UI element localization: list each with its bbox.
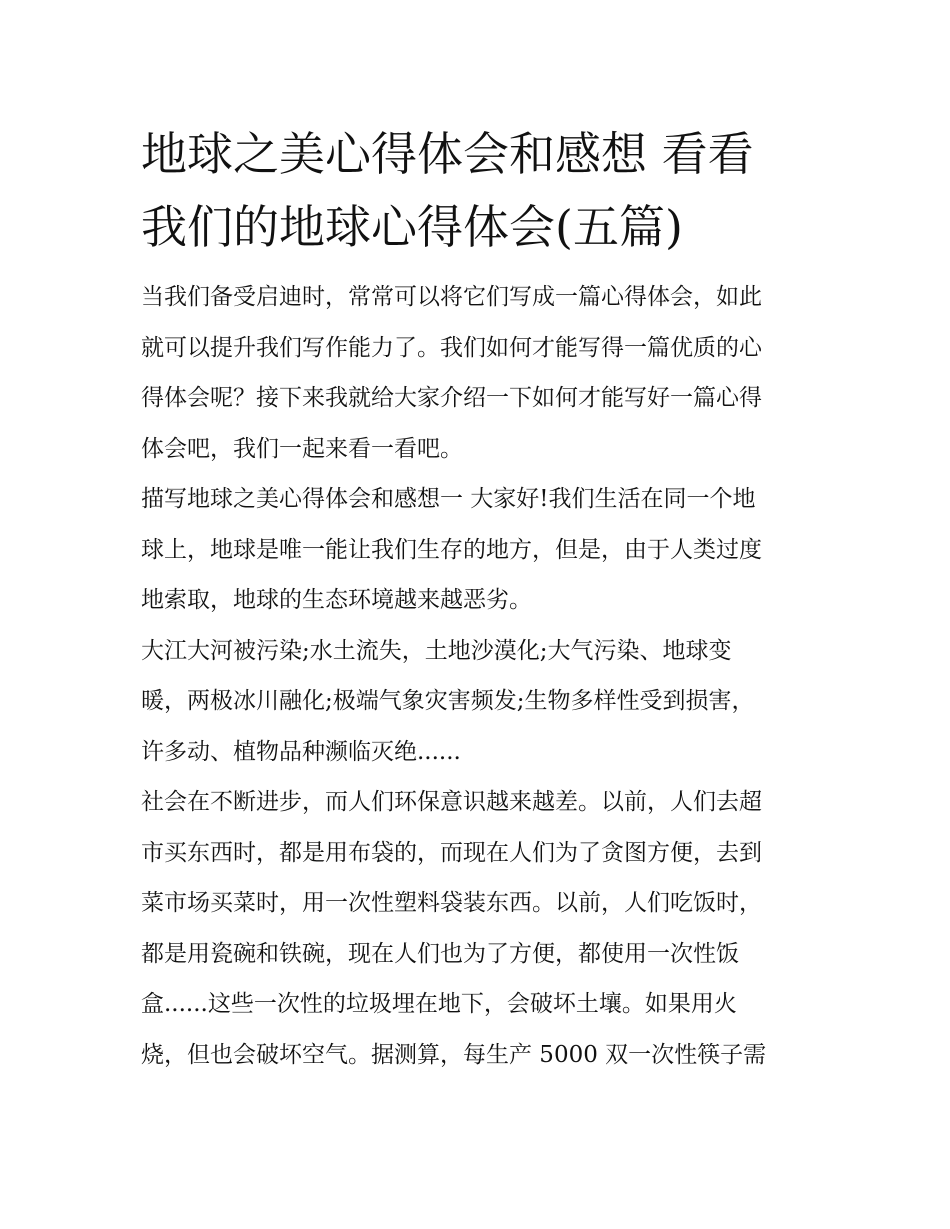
paragraph-pollution: 大江大河被污染;水土流失，土地沙漠化;大气污染、地球变 暖，两极冰川融化;极端气象灾害频发;生物多样性受到损害， 许多动、植物品种濒临灭绝...... bbox=[141, 637, 755, 765]
paragraph-intro: 当我们备受启迪时，常常可以将它们写成一篇心得体会，如此 就可以提升我们写作能力了。我们如何才能写得一篇优质的心 得体会呢？接下来我就给大家介绍一下如何才能写好一篇心得 体会吧，我们一起来看一看吧。 bbox=[141, 284, 762, 462]
paragraph-society: 社会在不断进步，而人们环保意识越来越差。以前，人们去超 市买东西时，都是用布袋的，而现在人们为了贪图方便，去到 菜市场买菜时，用一次性塑料袋装东西。以前，人们吃饭时， 都是用瓷碗和铁碗，现在人们也为了方便，都使用一次性饭 盒......这些一次性的垃圾埋在地下，会破坏土壤。如果用火 烧，但也会破坏空气。据测算，每生产 5000 双一次性筷子需 bbox=[141, 789, 767, 1068]
document-page bbox=[141, 118, 813, 1080]
paragraph-one: 描写地球之美心得体会和感想一 大家好!我们生活在同一个地 球上，地球是唯一能让我们生存的地方，但是，由于人类过度 地索取，地球的生态环境越来越恶劣。 bbox=[141, 486, 762, 613]
document-title: 地球之美心得体会和感想 看看 我们的地球心得体会(五篇) bbox=[141, 127, 754, 254]
